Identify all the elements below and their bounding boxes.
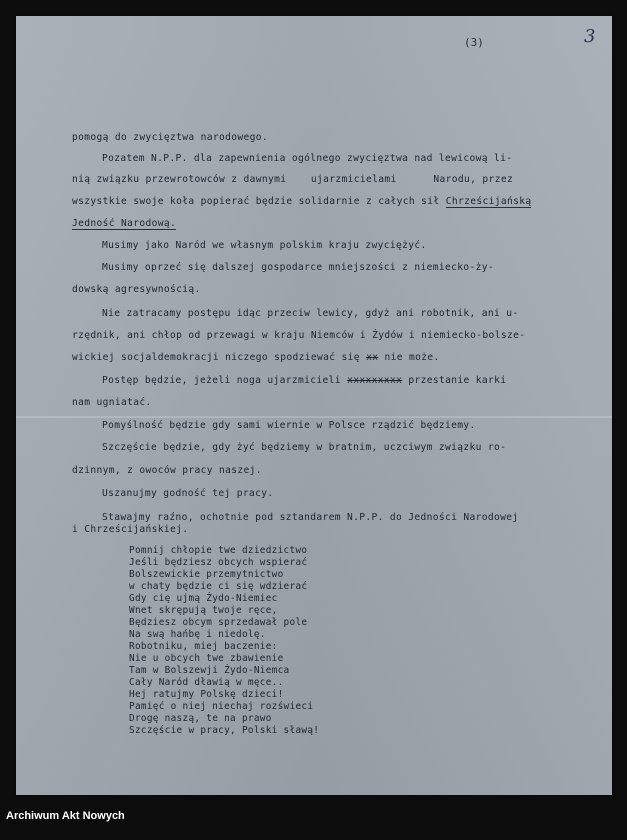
text-segment: Postęp będzie, jeżeli noga ujarzmicieli	[102, 375, 341, 386]
text-line: Szczęście będzie, gdy żyć będziemy w bratnim, uczciwym związku ro-	[102, 442, 507, 453]
text-line: Nie zatracamy postępu idąc przeciw lewicy, gdyż ani robotnik, ani u-	[102, 308, 519, 319]
text-line	[72, 218, 176, 229]
text-line: Pomyślność będzie gdy sami wiernie w Polsce rządzić będziemy.	[102, 420, 476, 431]
archive-page-number: 3	[584, 26, 596, 47]
text-segment: nie może.	[384, 352, 440, 363]
text-segment: wszystkie swoje koła popierać będzie solidarnie z całych sił	[72, 196, 440, 207]
poem-line	[129, 713, 272, 724]
text-line	[102, 375, 506, 386]
text-line: i Chrześcijańskiej.	[72, 524, 189, 535]
poem-line: Jeśli będziesz obcych wspierać	[129, 557, 308, 568]
poem-line: Cały Naród dławią w męce..	[129, 677, 284, 688]
page-number: (3)	[464, 36, 484, 49]
text-line: Musimy oprzeć się dalszej gospodarce mniejszości z niemiecko-ży-	[102, 262, 495, 273]
poem-line: Nie u obcych twe zbawienie	[129, 653, 284, 664]
text-line	[72, 196, 531, 207]
poem-line: Tam w Bolszewji Żydo-Niemca	[129, 665, 290, 676]
archive-name: Archiwum Akt Nowych	[6, 810, 125, 822]
underlined-text: Jedność Narodową.	[72, 218, 177, 229]
text-line: pomogą do zwycięztwa narodowego.	[72, 132, 269, 143]
text-line: Pozatem N.P.P. dla zapewnienia ogólnego zwycięztwa nad lewicową li-	[102, 153, 513, 164]
poem-segment: Drogę naszą, te na prawo	[129, 713, 272, 724]
poem-line: Szczęście w pracy, Polski sławą!	[129, 725, 320, 736]
poem-line: Robotniku, miej baczenie:	[129, 641, 278, 652]
text-line: nam ugniatać.	[72, 397, 152, 408]
text-line: dzinnym, z owoców pracy naszej.	[72, 465, 262, 476]
archive-footer	[0, 796, 627, 840]
text-line: rzędnik, ani chłop od przewagi w kraju Niemców i Żydów i niemiecko-bolsze-	[72, 330, 526, 341]
text-segment: przestanie karki	[408, 375, 507, 386]
text-line: Stawajmy raźno, ochotnie pod sztandarem N.P.P. do Jedności Narodowej	[102, 512, 519, 523]
text-line: Uszanujmy godność tej pracy.	[102, 488, 274, 499]
text-line: dowską agresywnością.	[72, 284, 201, 295]
poem-line: Gdy cię ujmą Żydo-Niemiec	[129, 593, 278, 604]
text-line: Musimy jako Naród we własnym polskim kraju zwyciężyć.	[102, 240, 427, 251]
struck-text: xx	[366, 352, 379, 363]
underlined-text: Chrześcijańską	[445, 196, 532, 207]
poem-line: Hej ratujmy Polskę dzieci!	[129, 689, 284, 700]
text-line	[72, 352, 440, 363]
poem-line: Będziesz obcym sprzedawał pole	[129, 617, 308, 628]
poem-line: w chaty będzie ci się wdzierać	[129, 581, 308, 592]
poem-line: Bolszewickie przemytnictwo	[129, 569, 284, 580]
paper-fold	[16, 416, 612, 418]
text-segment: wickiej socjaldemokracji niczego spodziewać się	[72, 352, 360, 363]
poem-line: Na swą hańbę i niedolę.	[129, 629, 266, 640]
document-page	[16, 16, 612, 795]
poem-line: Pamięć o niej niechaj rozświeci	[129, 701, 314, 712]
struck-text: xxxxxxxxx	[347, 375, 403, 386]
text-line: nią związku przewrotowców z dawnymi ujarzmicielami Narodu, przez	[72, 174, 514, 185]
poem-line: Pomnij chłopie twe dziedzictwo	[129, 545, 308, 556]
poem-line: Wnet skrępują twoje ręce,	[129, 605, 278, 616]
